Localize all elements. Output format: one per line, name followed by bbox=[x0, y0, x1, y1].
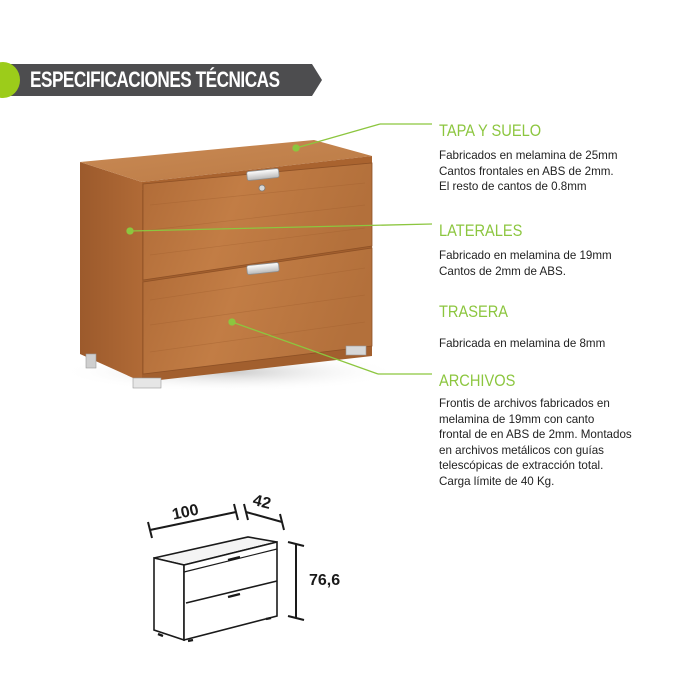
spec-body-laterales bbox=[439, 248, 659, 279]
spec-line: Frontis de archivos fabricados en bbox=[439, 397, 610, 410]
spec-line: Cantos de 2mm de ABS. bbox=[439, 264, 566, 278]
cabinet-foot bbox=[86, 354, 96, 368]
spec-line: Fabricados en melamina de 25mm bbox=[439, 149, 618, 162]
spec-line: El resto de cantos de 0.8mm bbox=[439, 180, 587, 193]
spec-line: Fabricado en melamina de 19mm bbox=[439, 249, 612, 262]
spec-body-archivos bbox=[439, 396, 659, 489]
spec-line: Cantos frontales en ABS de 2mm. bbox=[439, 164, 614, 178]
callout-dot bbox=[293, 145, 299, 151]
spec-line: telescópicas de extracción total. bbox=[439, 459, 604, 472]
spec-line: en archivos metálicos con guías bbox=[439, 443, 604, 457]
cabinet-foot bbox=[133, 378, 161, 388]
spec-body-trasera bbox=[439, 336, 659, 352]
spec-body-tapa-suelo bbox=[439, 148, 659, 195]
spec-title-archivos: ARCHIVOS bbox=[439, 371, 516, 390]
spec-line: Fabricada en melamina de 8mm bbox=[439, 337, 606, 350]
depth-dimension-label: 42 bbox=[251, 492, 273, 513]
spec-title-laterales: LATERALES bbox=[439, 221, 523, 240]
section-title: ESPECIFICACIONES TÉCNICAS bbox=[30, 67, 280, 92]
callout-dot bbox=[127, 228, 133, 234]
cabinet-side-panel bbox=[80, 162, 142, 382]
cabinet-foot bbox=[346, 346, 366, 355]
spec-line: frontal de en ABS de 2mm. Montados bbox=[439, 428, 632, 441]
height-dimension-label: 76,6 bbox=[309, 572, 341, 589]
cabinet-photo bbox=[60, 140, 400, 392]
spec-line: Carga límite de 40 Kg. bbox=[439, 474, 555, 488]
spec-title-tapa-suelo: TAPA Y SUELO bbox=[439, 121, 542, 140]
spec-title-trasera: TRASERA bbox=[439, 302, 509, 321]
spec-line: melamina de 19mm con canto bbox=[439, 412, 595, 426]
drawer-lock-icon bbox=[259, 185, 265, 191]
width-dimension-label: 100 bbox=[170, 501, 201, 524]
drawing-side bbox=[154, 558, 184, 640]
callout-dot bbox=[229, 319, 235, 325]
